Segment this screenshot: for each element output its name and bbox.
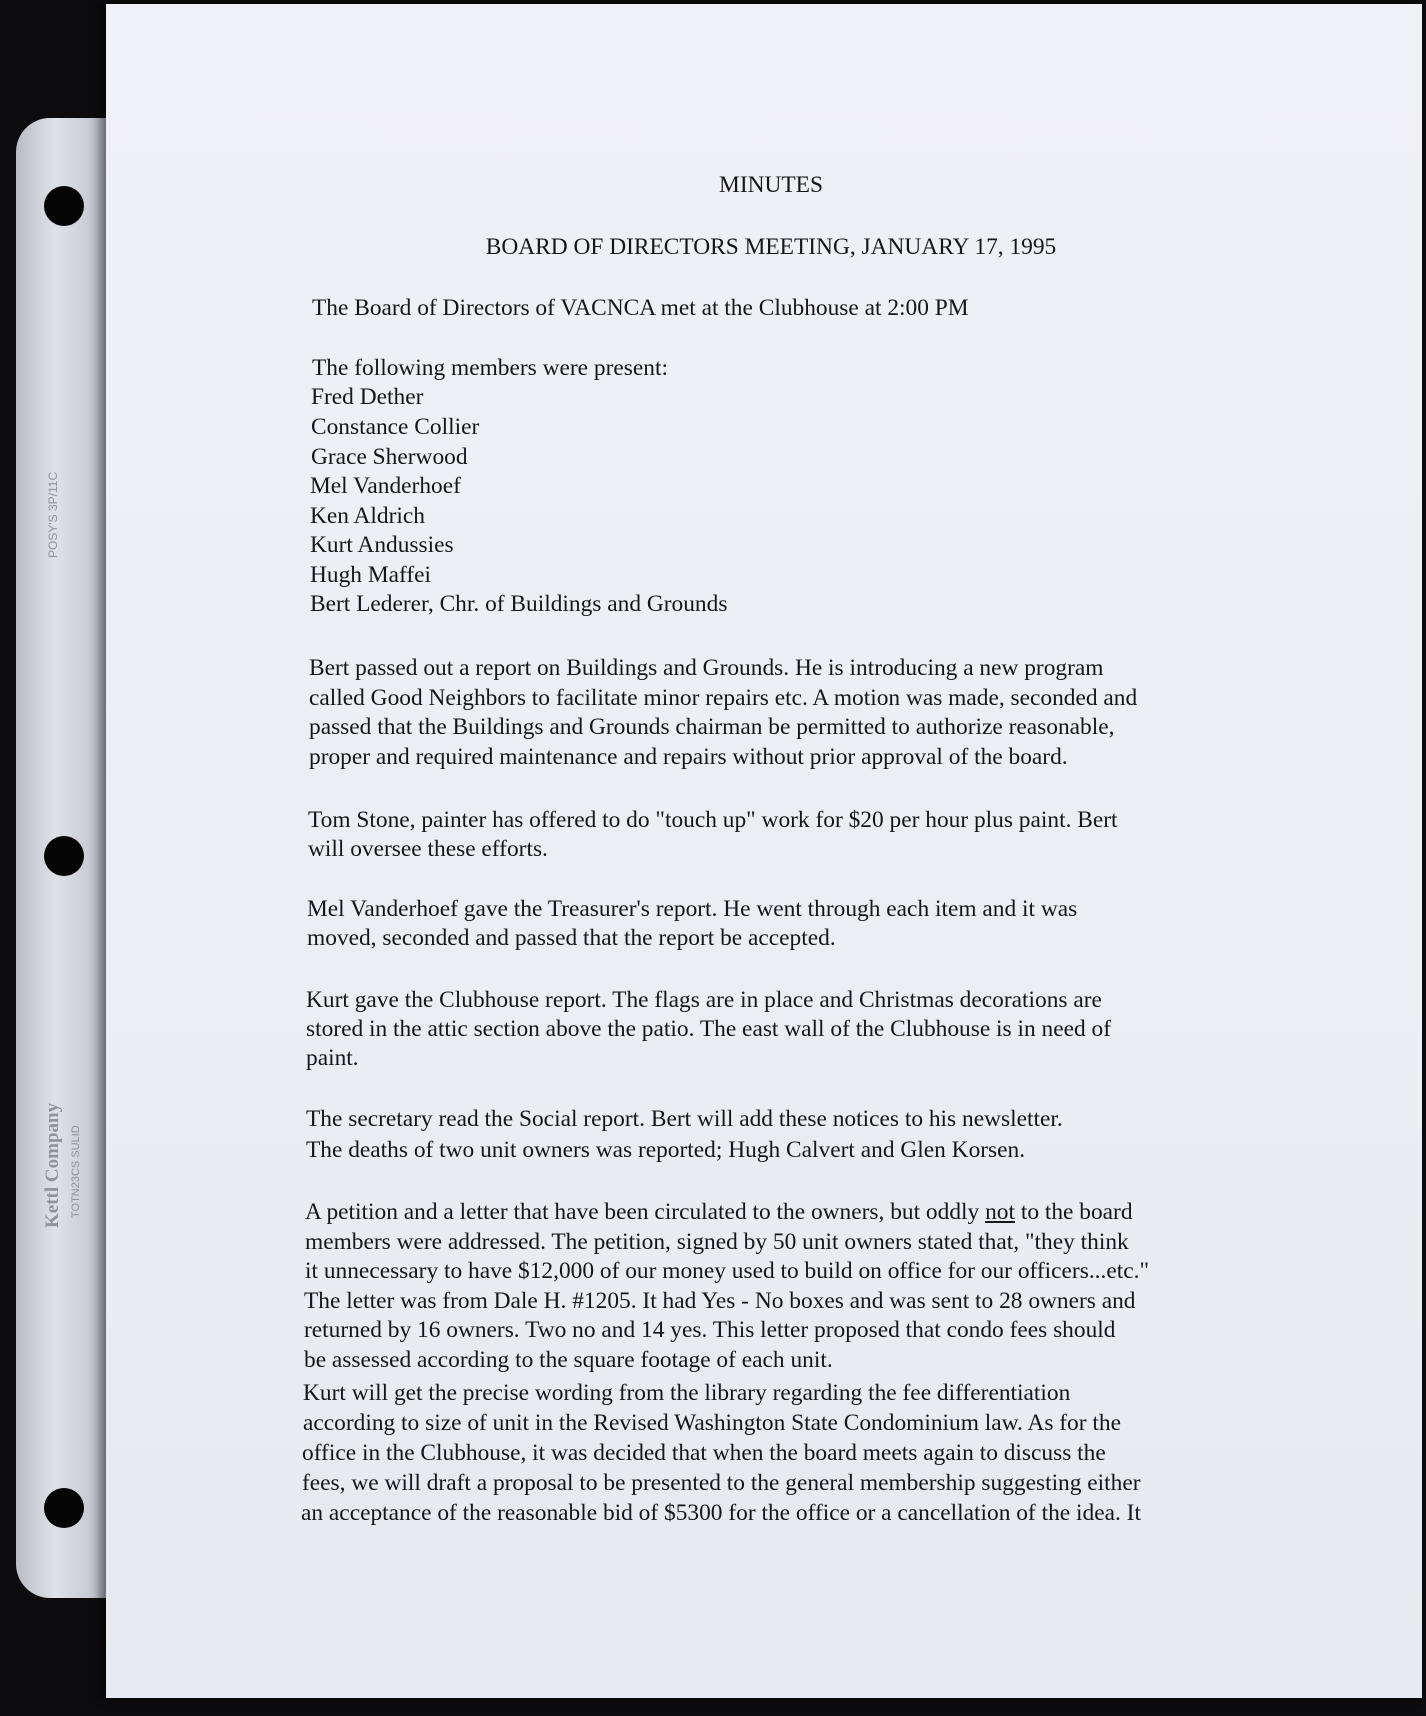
paragraph-line: called Good Neighbors to facilitate minor repairs etc. A motion was made, seconded and — [309, 685, 1138, 711]
member-name: Fred Dether — [311, 384, 424, 410]
member-name: Hugh Maffei — [310, 562, 432, 588]
paper-page — [106, 4, 1422, 1698]
paragraph-line: Kurt will get the precise wording from the library regarding the fee differentiation — [303, 1380, 1071, 1406]
member-name: Kurt Andussies — [310, 532, 454, 558]
paragraph-line: stored in the attic section above the patio. The east wall of the Clubhouse is in need of — [306, 1016, 1112, 1042]
paragraph-line: returned by 16 owners. Two no and 14 yes. This letter proposed that condo fees should — [304, 1317, 1116, 1343]
document-title: MINUTES — [719, 172, 823, 198]
intro-line: The Board of Directors of VACNCA met at the Clubhouse at 2:00 PM — [312, 295, 969, 321]
sleeve-brand-text: Kettl Company — [42, 1102, 63, 1228]
punch-hole-middle — [44, 836, 84, 876]
paragraph-line: The deaths of two unit owners was reported; Hugh Calvert and Glen Korsen. — [306, 1137, 1026, 1163]
paragraph-line: members were addressed. The petition, signed by 50 unit owners stated that, "they think — [305, 1229, 1129, 1255]
paragraph-line — [305, 1200, 1133, 1226]
member-name: Constance Collier — [311, 414, 480, 440]
paragraph-line: proper and required maintenance and repairs without prior approval of the board. — [309, 744, 1068, 770]
paragraph-line: it unnecessary to have $12,000 of our money used to build on office for our officers...etc." — [305, 1258, 1150, 1284]
paragraph-line: Bert passed out a report on Buildings and Grounds. He is introducing a new program — [309, 655, 1104, 681]
meeting-heading: BOARD OF DIRECTORS MEETING, JANUARY 17, 1995 — [485, 234, 1057, 260]
member-name: Mel Vanderhoef — [310, 473, 461, 499]
member-name: Grace Sherwood — [311, 444, 468, 470]
paragraph-line: The secretary read the Social report. Bert will add these notices to his newsletter. — [306, 1106, 1063, 1132]
underlined-not: not — [985, 1199, 1015, 1225]
paragraph-line: an acceptance of the reasonable bid of $5300 for the office or a cancellation of the idea. It — [301, 1500, 1141, 1526]
paragraph-line: office in the Clubhouse, it was decided that when the board meets again to discuss the — [302, 1440, 1106, 1466]
paragraph-line: paint. — [306, 1045, 359, 1071]
paragraph-line: moved, seconded and passed that the report be accepted. — [307, 925, 836, 951]
members-heading: The following members were present: — [312, 355, 668, 381]
punch-hole-top — [44, 186, 84, 226]
punch-hole-bottom — [44, 1488, 84, 1528]
paragraph-line: Tom Stone, painter has offered to do "touch up" work for $20 per hour plus paint. Bert — [308, 807, 1118, 833]
paragraph-line: according to size of unit in the Revised Washington State Condominium law. As for the — [303, 1410, 1121, 1436]
paragraph-line: passed that the Buildings and Grounds chairman be permitted to authorize reasonable, — [309, 714, 1115, 740]
paragraph-line: be assessed according to the square footage of each unit. — [304, 1347, 833, 1373]
binder-sleeve — [16, 118, 114, 1598]
petition-text-before: A petition and a letter that have been circulated to the owners, but oddly — [305, 1199, 986, 1225]
paragraph-line: will oversee these efforts. — [308, 836, 548, 862]
sleeve-handwritten-note: POSY'S 3P/11C — [46, 471, 60, 558]
petition-text-after: to the board — [1014, 1199, 1133, 1225]
member-name: Bert Lederer, Chr. of Buildings and Grounds — [310, 591, 728, 617]
sleeve-small-text: TOTN23CS SULID — [70, 1125, 82, 1218]
paragraph-line: fees, we will draft a proposal to be presented to the general membership suggesting either — [302, 1470, 1141, 1496]
paragraph-line: The letter was from Dale H. #1205. It had Yes - No boxes and was sent to 28 owners and — [304, 1288, 1136, 1314]
minutes-document — [106, 4, 1422, 1698]
paragraph-line: Kurt gave the Clubhouse report. The flags are in place and Christmas decorations are — [306, 987, 1102, 1013]
member-name: Ken Aldrich — [310, 503, 425, 529]
paragraph-line: Mel Vanderhoef gave the Treasurer's report. He went through each item and it was — [307, 896, 1078, 922]
